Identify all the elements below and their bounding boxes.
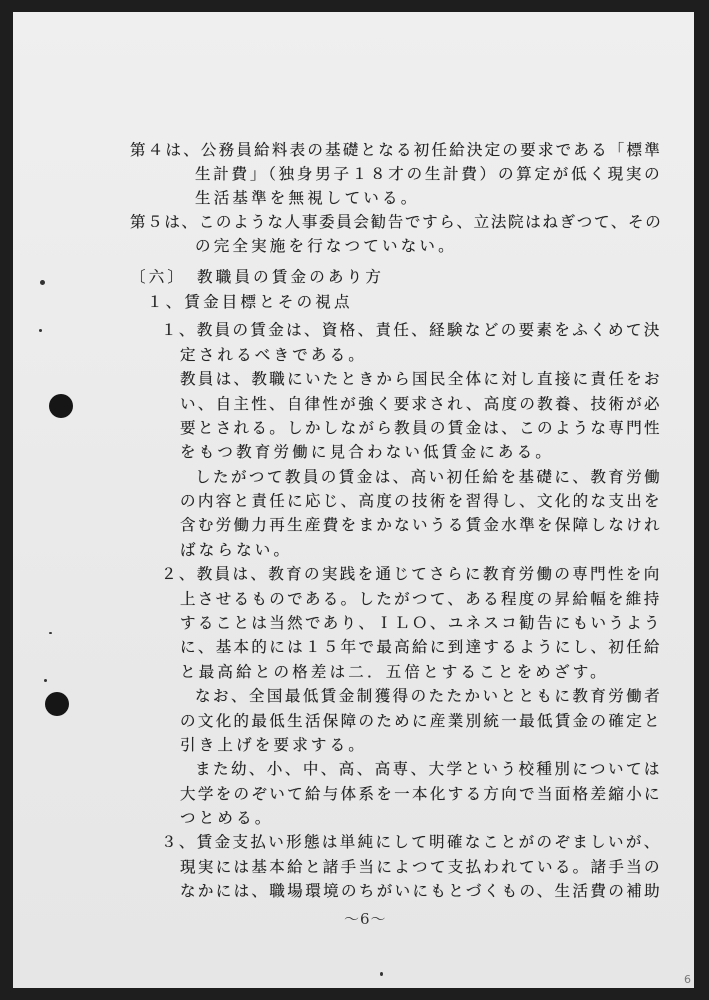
ink-speck: [39, 329, 42, 332]
text-line: したがつて教員の賃金は、高い初任給を基礎に、教育労働: [195, 468, 663, 486]
text-line: １、教員の賃金は、資格、責任、経験などの要素をふくめて決: [161, 321, 662, 339]
subsection-heading: １、賃金目標とその視点: [147, 293, 353, 311]
text-line: 要とされる。しかしながら教員の賃金は、このような専門性: [180, 419, 662, 437]
corner-mark: 6: [684, 973, 691, 986]
section-heading: 〔六〕 教職員の賃金のあり方: [130, 268, 385, 286]
text-line: の完全実施を行なつていない。: [195, 237, 457, 255]
text-line: 第４は、公務員給料表の基礎となる初任給決定の要求である「標準: [130, 141, 663, 159]
ink-speck: [380, 972, 383, 976]
text-line: なかには、職場環境のちがいにもとづくもの、生活費の補助: [180, 882, 662, 900]
text-line: をもつ教育労働に見合わない低賃金にある。: [180, 443, 555, 461]
text-line: ２、教員は、教育の実践を通じてさらに教育労働の専門性を向: [161, 565, 662, 583]
text-line: ばならない。: [180, 541, 293, 559]
text-line: い、自主性、自律性が強く要求され、高度の教養、技術が必: [180, 395, 662, 413]
ink-speck: [40, 280, 45, 285]
page-number: 〜6〜: [344, 910, 387, 928]
text-line: 現実には基本給と諸手当によつて支払われている。諸手当の: [180, 858, 662, 876]
text-line: 定されるべきである。: [180, 346, 368, 364]
ink-speck: [49, 632, 52, 634]
ink-speck: [44, 679, 47, 682]
text-line: 上させるものである。したがつて、ある程度の昇給幅を維持: [180, 590, 662, 608]
text-line: 第５は、このような人事委員会勧告ですら、立法院はねぎつて、その: [130, 213, 663, 231]
text-line: ３、賃金支払い形態は単純にして明確なことがのぞましいが、: [161, 833, 662, 851]
text-line: することは当然であり、ＩＬＯ、ユネスコ勧告にもいうよう: [180, 614, 662, 632]
text-line: つとめる。: [180, 809, 274, 827]
punch-hole-bottom: [45, 692, 69, 716]
text-line: の内容と責任に応じ、高度の技術を習得し、文化的な支出を: [180, 492, 662, 510]
text-line: の文化的最低生活保障のために産業別統一最低賃金の確定と: [180, 712, 662, 730]
text-line: 生計費」（独身男子１８才の生計費）の算定が低く現実の: [195, 165, 663, 183]
text-line: 含む労働力再生産費をまかないうる賃金水準を保障しなけれ: [180, 516, 662, 534]
text-line: なお、全国最低賃金制獲得のたたかいとともに教育労働者: [195, 687, 663, 705]
text-line: と最高給との格差は二．五倍とすることをめざす。: [180, 663, 609, 681]
text-line: 教員は、教職にいたときから国民全体に対し直接に責任をお: [180, 370, 662, 388]
text-line: に、基本的には１５年で最高給に到達するようにし、初任給: [180, 638, 662, 656]
text-line: 大学をのぞいて給与体系を一本化する方向で当面格差縮小に: [180, 785, 662, 803]
text-line: 引き上げを要求する。: [180, 736, 368, 754]
text-line: 生活基準を無視している。: [195, 189, 420, 207]
text-line: また幼、小、中、高、高専、大学という校種別については: [195, 760, 662, 778]
punch-hole-top: [49, 394, 73, 418]
